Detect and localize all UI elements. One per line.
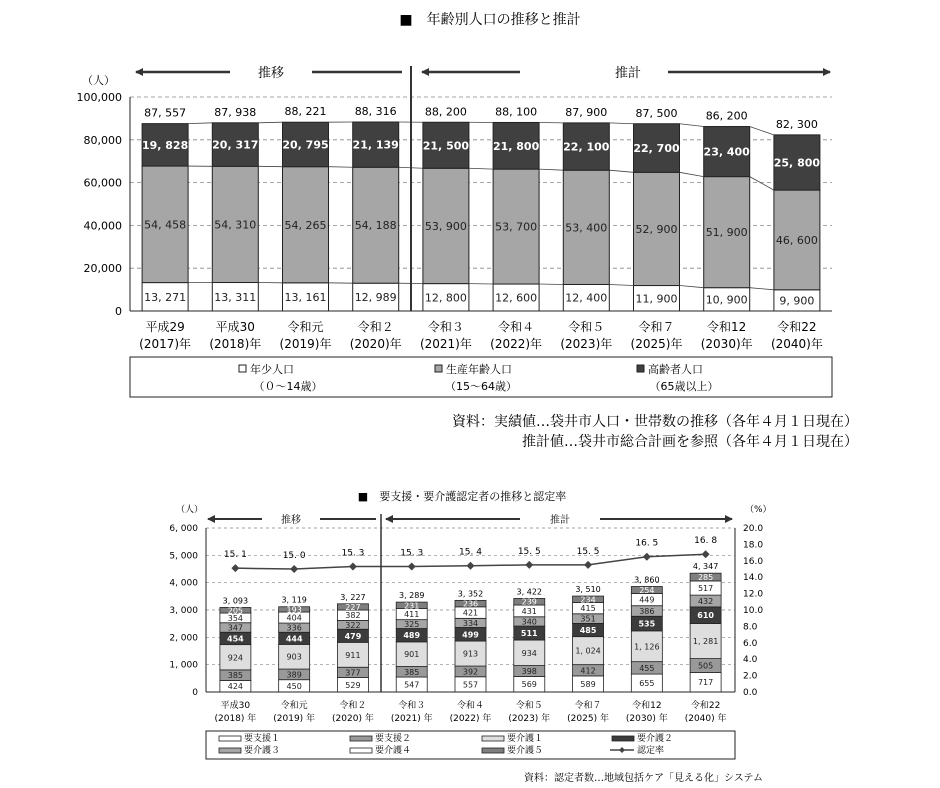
care-y2-tick-label: 12.0 bbox=[743, 589, 764, 600]
bar-value-label: 13, 161 bbox=[284, 290, 327, 304]
care-chart-title: ■ 要支援・要介護認定者の推移と認定率 bbox=[357, 490, 567, 503]
legend-range-elderly: （65歳以上） bbox=[649, 380, 719, 393]
care-y-tick-label: 6, 000 bbox=[169, 524, 198, 534]
care-bar-value-label: 385 bbox=[404, 667, 420, 677]
x-tick-year-label: (2022)年 bbox=[490, 337, 543, 351]
bar-total-label: 88, 316 bbox=[354, 105, 397, 119]
population-chart bbox=[77, 11, 859, 450]
care-legend-swatch bbox=[219, 748, 241, 753]
care-y2-tick-label: 4.0 bbox=[743, 655, 758, 666]
legend-label-youth: 年少人口 bbox=[250, 363, 294, 376]
care-y2-tick-label: 6.0 bbox=[743, 638, 758, 649]
care-y2-tick-label: 18.0 bbox=[743, 540, 764, 551]
legend-range-youth: （０～14歳） bbox=[253, 380, 323, 393]
care-legend-swatch bbox=[350, 736, 372, 741]
certification-rate-label: 15. 5 bbox=[517, 546, 541, 557]
care-bar-value-label: 589 bbox=[580, 679, 596, 689]
care-legend-swatch bbox=[612, 736, 634, 741]
care-legend-swatch bbox=[219, 736, 241, 741]
care-bar-value-label: 205 bbox=[227, 606, 244, 616]
x-tick-label: 平成30 bbox=[215, 320, 255, 334]
care-bar-value-label: 505 bbox=[697, 661, 714, 671]
care-bar-value-label: 535 bbox=[638, 619, 656, 629]
x-tick-year-label: (2017)年 bbox=[139, 337, 192, 351]
x-tick-label: 令和３ bbox=[427, 320, 464, 334]
care-legend-label: 要介護３ bbox=[244, 746, 281, 756]
care-bar-value-label: 444 bbox=[285, 634, 303, 644]
care-bar-value-label: 450 bbox=[286, 681, 302, 691]
care-bar-value-label: 1, 281 bbox=[692, 637, 719, 647]
care-bar-value-label: 239 bbox=[521, 597, 537, 607]
care-bar-total-label: 3, 860 bbox=[634, 575, 660, 585]
care-bar-value-label: 717 bbox=[697, 678, 714, 688]
care-x-tick-year-label: (2019) 年 bbox=[273, 714, 316, 724]
bar-value-label: 54, 458 bbox=[144, 218, 187, 232]
bar-value-label: 13, 271 bbox=[144, 290, 187, 304]
bar-total-label: 87, 500 bbox=[635, 106, 678, 120]
phase-label-actual: 推移 bbox=[257, 66, 285, 81]
bar-total-label: 88, 200 bbox=[424, 105, 467, 119]
care-legend-label: 要介護１ bbox=[507, 734, 544, 744]
care-y2-tick-label: 16.0 bbox=[743, 556, 764, 567]
care-x-tick-year-label: (2018) 年 bbox=[214, 714, 257, 724]
legend-range-working-age: （15～64歳） bbox=[445, 380, 517, 393]
series-connector bbox=[539, 169, 563, 170]
certification-rate-point bbox=[525, 561, 533, 569]
y-tick-label: 80,000 bbox=[83, 133, 122, 147]
series-connector bbox=[680, 124, 704, 127]
bar-value-label: 21, 500 bbox=[422, 139, 470, 153]
care-x-tick-label: 令和22 bbox=[690, 701, 721, 711]
care-x-tick-year-label: (2022) 年 bbox=[449, 714, 492, 724]
care-bar-total-label: 3, 422 bbox=[516, 587, 543, 597]
care-bar-total-label: 4, 347 bbox=[692, 562, 719, 572]
care-x-tick-year-label: (2020) 年 bbox=[332, 714, 374, 724]
bar-value-label: 54, 188 bbox=[354, 219, 397, 233]
care-bar-value-label: 934 bbox=[521, 648, 537, 658]
care-y2-tick-label: 14.0 bbox=[743, 573, 764, 584]
x-tick-year-label: (2040)年 bbox=[770, 337, 823, 351]
care-x-tick-label: 令和７ bbox=[574, 701, 602, 711]
bar-value-label: 20, 317 bbox=[212, 138, 259, 152]
series-connector bbox=[680, 286, 704, 288]
care-x-tick-label: 令和４ bbox=[456, 701, 485, 711]
care-bar-value-label: 415 bbox=[580, 604, 596, 614]
care-bar-total-label: 3, 510 bbox=[575, 585, 601, 595]
certification-rate-label: 15. 3 bbox=[341, 548, 365, 559]
care-bar-total-label: 3, 289 bbox=[398, 591, 425, 601]
bar-value-label: 11, 900 bbox=[635, 292, 678, 306]
population-chart-title: ■ 年齢別人口の推移と推計 bbox=[399, 12, 581, 28]
care-bar-value-label: 924 bbox=[227, 653, 244, 663]
y-tick-label: 20,000 bbox=[83, 262, 122, 276]
x-tick-label: 令和12 bbox=[707, 320, 747, 334]
series-connector bbox=[750, 127, 774, 135]
care-y-tick-label: 0 bbox=[192, 688, 198, 698]
bar-value-label: 53, 900 bbox=[424, 219, 467, 233]
care-y2-tick-label: 20.0 bbox=[743, 524, 764, 534]
care-bar-value-label: 489 bbox=[403, 631, 421, 641]
care-bar-value-label: 325 bbox=[404, 620, 420, 630]
care-bar-value-label: 903 bbox=[286, 652, 302, 662]
x-tick-year-label: (2018)年 bbox=[209, 337, 262, 351]
care-bar-value-label: 431 bbox=[521, 606, 537, 616]
bar-value-label: 46, 600 bbox=[775, 233, 818, 247]
legend-swatch-working-age bbox=[435, 365, 442, 372]
care-bar-value-label: 347 bbox=[227, 623, 244, 633]
series-connector bbox=[469, 168, 493, 169]
population-source-actual: 資料：実績値…袋井市人口・世帯数の推移（各年４月１日現在） bbox=[452, 414, 858, 430]
care-legend-swatch bbox=[482, 748, 504, 753]
care-bar-value-label: 385 bbox=[227, 671, 244, 681]
certification-rate-label: 15. 3 bbox=[400, 548, 424, 559]
y-tick-label: 0 bbox=[115, 305, 122, 318]
care-bar-value-label: 569 bbox=[521, 680, 537, 690]
x-tick-label: 令和２ bbox=[357, 320, 394, 334]
certification-rate-label: 16. 8 bbox=[694, 536, 718, 547]
care-bar-total-label: 3, 352 bbox=[457, 589, 484, 599]
population-y-axis-label: （人） bbox=[82, 74, 115, 87]
series-connector bbox=[609, 170, 633, 172]
bar-value-label: 25, 800 bbox=[773, 156, 821, 170]
phase-label-projected: 推計 bbox=[614, 66, 642, 81]
care-y-tick-label: 4, 000 bbox=[169, 578, 198, 589]
care-bar-value-label: 529 bbox=[345, 680, 361, 690]
series-connector bbox=[680, 172, 704, 176]
bar-value-label: 54, 310 bbox=[214, 218, 257, 232]
care-y2-tick-label: 10.0 bbox=[743, 606, 764, 616]
care-bar-value-label: 351 bbox=[580, 614, 596, 624]
x-tick-label: 令和７ bbox=[638, 320, 675, 334]
care-bar-value-label: 386 bbox=[639, 606, 655, 616]
certification-rate-label: 15. 1 bbox=[223, 550, 247, 561]
care-bar-value-label: 557 bbox=[462, 680, 479, 690]
care-legend-label: 要介護４ bbox=[375, 746, 412, 756]
care-bar-value-label: 231 bbox=[404, 601, 420, 611]
y-tick-label: 100,000 bbox=[76, 91, 122, 104]
x-tick-year-label: (2020)年 bbox=[349, 337, 402, 351]
care-bar-value-label: 1, 126 bbox=[634, 642, 660, 652]
legend-label-working-age: 生産年齢人口 bbox=[446, 363, 512, 376]
care-bar-value-label: 336 bbox=[286, 623, 302, 633]
care-bar-value-label: 234 bbox=[580, 595, 596, 605]
care-legend-label: 要介護２ bbox=[637, 734, 674, 744]
series-connector bbox=[750, 177, 774, 190]
bar-value-label: 23, 400 bbox=[703, 145, 750, 159]
care-bar-value-label: 485 bbox=[579, 626, 597, 636]
care-x-tick-label: 平成30 bbox=[220, 701, 251, 711]
care-x-tick-label: 令和５ bbox=[515, 701, 543, 711]
care-bar-value-label: 499 bbox=[462, 630, 479, 640]
bar-value-label: 19, 828 bbox=[141, 138, 189, 152]
bar-total-label: 82, 300 bbox=[775, 117, 818, 131]
series-connector bbox=[750, 288, 774, 290]
care-bar-value-label: 547 bbox=[404, 680, 420, 690]
care-bar-value-label: 285 bbox=[697, 573, 714, 583]
certification-rate-point bbox=[290, 565, 298, 573]
bar-value-label: 53, 700 bbox=[495, 220, 538, 234]
care-legend bbox=[206, 731, 735, 759]
certification-rate-label: 15. 0 bbox=[282, 551, 306, 561]
legend-label-elderly: 高齢者人口 bbox=[648, 363, 703, 376]
series-connector bbox=[609, 284, 633, 285]
care-y-axis-label: （人） bbox=[176, 505, 204, 515]
care-bar-value-label: 424 bbox=[227, 682, 244, 692]
certification-rate-label: 15. 5 bbox=[576, 546, 600, 557]
care-bar-value-label: 382 bbox=[345, 611, 361, 621]
care-y2-axis-label: （%） bbox=[745, 505, 772, 515]
certification-rate-point bbox=[467, 562, 475, 570]
care-x-tick-label: 令和３ bbox=[398, 701, 426, 711]
care-certification-chart bbox=[169, 489, 771, 784]
certification-rate-point bbox=[349, 563, 357, 571]
x-tick-label: 平成29 bbox=[145, 320, 185, 334]
care-y2-tick-label: 8.0 bbox=[743, 622, 758, 633]
bar-value-label: 54, 265 bbox=[284, 218, 327, 232]
bar-value-label: 12, 989 bbox=[354, 291, 397, 305]
x-tick-label: 令和元 bbox=[287, 320, 324, 334]
care-phase-label-actual: 推移 bbox=[281, 515, 301, 526]
care-bar-value-label: 404 bbox=[286, 613, 302, 623]
y-tick-label: 60,000 bbox=[83, 176, 122, 190]
care-bar-value-label: 354 bbox=[227, 613, 244, 623]
care-y-tick-label: 5, 000 bbox=[169, 551, 198, 562]
bar-total-label: 87, 900 bbox=[565, 105, 608, 119]
care-bar-value-label: 911 bbox=[345, 650, 361, 660]
care-legend-label: 認定率 bbox=[637, 746, 665, 756]
care-legend-label: 要介護５ bbox=[507, 746, 544, 756]
care-bar-value-label: 455 bbox=[639, 663, 655, 673]
care-bar-value-label: 511 bbox=[520, 629, 538, 639]
care-bar-value-label: 655 bbox=[639, 679, 655, 689]
bar-value-label: 12, 800 bbox=[424, 291, 467, 305]
care-bar-value-label: 398 bbox=[521, 667, 537, 677]
care-y-tick-label: 3, 000 bbox=[169, 606, 198, 616]
care-bar-value-label: 340 bbox=[521, 617, 537, 627]
series-connector bbox=[258, 122, 282, 123]
bar-value-label: 10, 900 bbox=[705, 293, 748, 307]
care-bar-value-label: 392 bbox=[462, 667, 479, 677]
care-x-tick-year-label: (2030) 年 bbox=[625, 714, 668, 724]
care-bar-total-label: 3, 119 bbox=[281, 595, 307, 605]
care-x-tick-label: 令和元 bbox=[280, 701, 308, 711]
care-bar-total-label: 3, 227 bbox=[340, 592, 366, 602]
care-bar-value-label: 227 bbox=[345, 602, 361, 612]
care-bar-value-label: 432 bbox=[697, 597, 714, 607]
x-tick-label: 令和22 bbox=[777, 320, 817, 334]
care-bar-total-label: 3, 093 bbox=[222, 596, 249, 606]
x-tick-label: 令和４ bbox=[498, 320, 535, 334]
bar-total-label: 87, 557 bbox=[144, 106, 187, 120]
care-x-tick-label: 令和12 bbox=[632, 701, 662, 711]
bar-value-label: 9, 900 bbox=[779, 294, 815, 308]
x-tick-year-label: (2019)年 bbox=[279, 337, 332, 351]
certification-rate-label: 15. 4 bbox=[459, 547, 482, 558]
bar-value-label: 12, 400 bbox=[565, 291, 608, 305]
care-bar-value-label: 412 bbox=[580, 666, 596, 676]
care-bar-value-label: 377 bbox=[345, 668, 361, 678]
bar-value-label: 20, 795 bbox=[282, 138, 329, 152]
care-bar-value-label: 1, 024 bbox=[575, 646, 601, 656]
bar-total-label: 88, 221 bbox=[284, 105, 327, 119]
bar-value-label: 13, 311 bbox=[214, 290, 257, 304]
series-connector bbox=[609, 123, 633, 124]
care-bar-value-label: 421 bbox=[462, 608, 479, 618]
care-bar-value-label: 236 bbox=[462, 599, 479, 609]
care-x-tick-year-label: (2025) 年 bbox=[567, 714, 609, 724]
bar-value-label: 12, 600 bbox=[495, 291, 538, 305]
legend-swatch-youth bbox=[239, 365, 246, 372]
care-bar-value-label: 322 bbox=[345, 620, 361, 630]
x-tick-year-label: (2023)年 bbox=[560, 337, 613, 351]
care-y2-tick-label: 0.0 bbox=[743, 688, 758, 698]
care-phase-label-projected: 推計 bbox=[550, 515, 570, 526]
care-bar-value-label: 901 bbox=[404, 650, 420, 660]
care-bar-value-label: 411 bbox=[404, 610, 420, 620]
care-source: 資料：認定者数…地域包括ケア「見える化」システム bbox=[524, 773, 763, 784]
care-y-tick-label: 1, 000 bbox=[169, 660, 198, 671]
bar-value-label: 22, 100 bbox=[563, 140, 610, 154]
series-connector bbox=[188, 123, 212, 124]
series-connector bbox=[329, 167, 353, 168]
care-bar-value-label: 479 bbox=[344, 631, 362, 641]
care-y2-tick-label: 2.0 bbox=[743, 671, 758, 682]
bar-value-label: 22, 700 bbox=[633, 142, 680, 156]
certification-rate-label: 16. 5 bbox=[635, 538, 659, 549]
certification-rate-point bbox=[408, 563, 416, 571]
x-tick-label: 令和５ bbox=[568, 320, 605, 334]
care-bar-value-label: 454 bbox=[227, 634, 244, 644]
legend-swatch-elderly bbox=[637, 365, 644, 372]
bar-value-label: 51, 900 bbox=[705, 226, 748, 240]
care-bar-value-label: 334 bbox=[462, 618, 479, 628]
x-tick-year-label: (2025)年 bbox=[630, 337, 683, 351]
care-x-tick-year-label: (2021) 年 bbox=[390, 714, 433, 724]
care-bar-value-label: 193 bbox=[286, 605, 302, 615]
bar-total-label: 88, 100 bbox=[495, 105, 538, 119]
care-bar-value-label: 610 bbox=[697, 611, 714, 621]
certification-rate-point bbox=[231, 564, 239, 572]
bar-value-label: 52, 900 bbox=[635, 222, 678, 236]
bar-total-label: 86, 200 bbox=[705, 109, 748, 123]
care-bar-value-label: 254 bbox=[639, 585, 655, 595]
care-x-tick-label: 令和２ bbox=[339, 701, 367, 711]
certification-rate-point bbox=[584, 561, 592, 569]
x-tick-year-label: (2030)年 bbox=[700, 337, 753, 351]
y-tick-label: 40,000 bbox=[83, 219, 122, 233]
population-source-projected: 推計値…袋井市総合計画を参照（各年４月１日現在） bbox=[522, 434, 858, 450]
bar-value-label: 53, 400 bbox=[565, 221, 608, 235]
bar-total-label: 87, 938 bbox=[214, 105, 257, 119]
care-bar-value-label: 913 bbox=[462, 649, 479, 659]
x-tick-year-label: (2021)年 bbox=[419, 337, 472, 351]
care-legend-label: 要支援１ bbox=[244, 734, 281, 744]
care-bar-value-label: 517 bbox=[697, 584, 714, 594]
care-legend-swatch bbox=[482, 736, 504, 741]
care-legend-label: 要支援２ bbox=[375, 734, 412, 744]
care-bar-value-label: 389 bbox=[286, 670, 302, 680]
certification-rate-point bbox=[643, 553, 651, 561]
certification-rate-point bbox=[702, 550, 710, 558]
care-bar-value-label: 449 bbox=[639, 595, 655, 605]
care-legend-swatch bbox=[350, 748, 372, 753]
care-x-tick-year-label: (2040) 年 bbox=[684, 714, 727, 724]
care-y-tick-label: 2, 000 bbox=[169, 633, 198, 644]
bar-value-label: 21, 139 bbox=[352, 138, 399, 152]
care-x-tick-year-label: (2023) 年 bbox=[508, 714, 551, 724]
population-legend bbox=[130, 357, 832, 397]
bar-value-label: 21, 800 bbox=[492, 139, 540, 153]
